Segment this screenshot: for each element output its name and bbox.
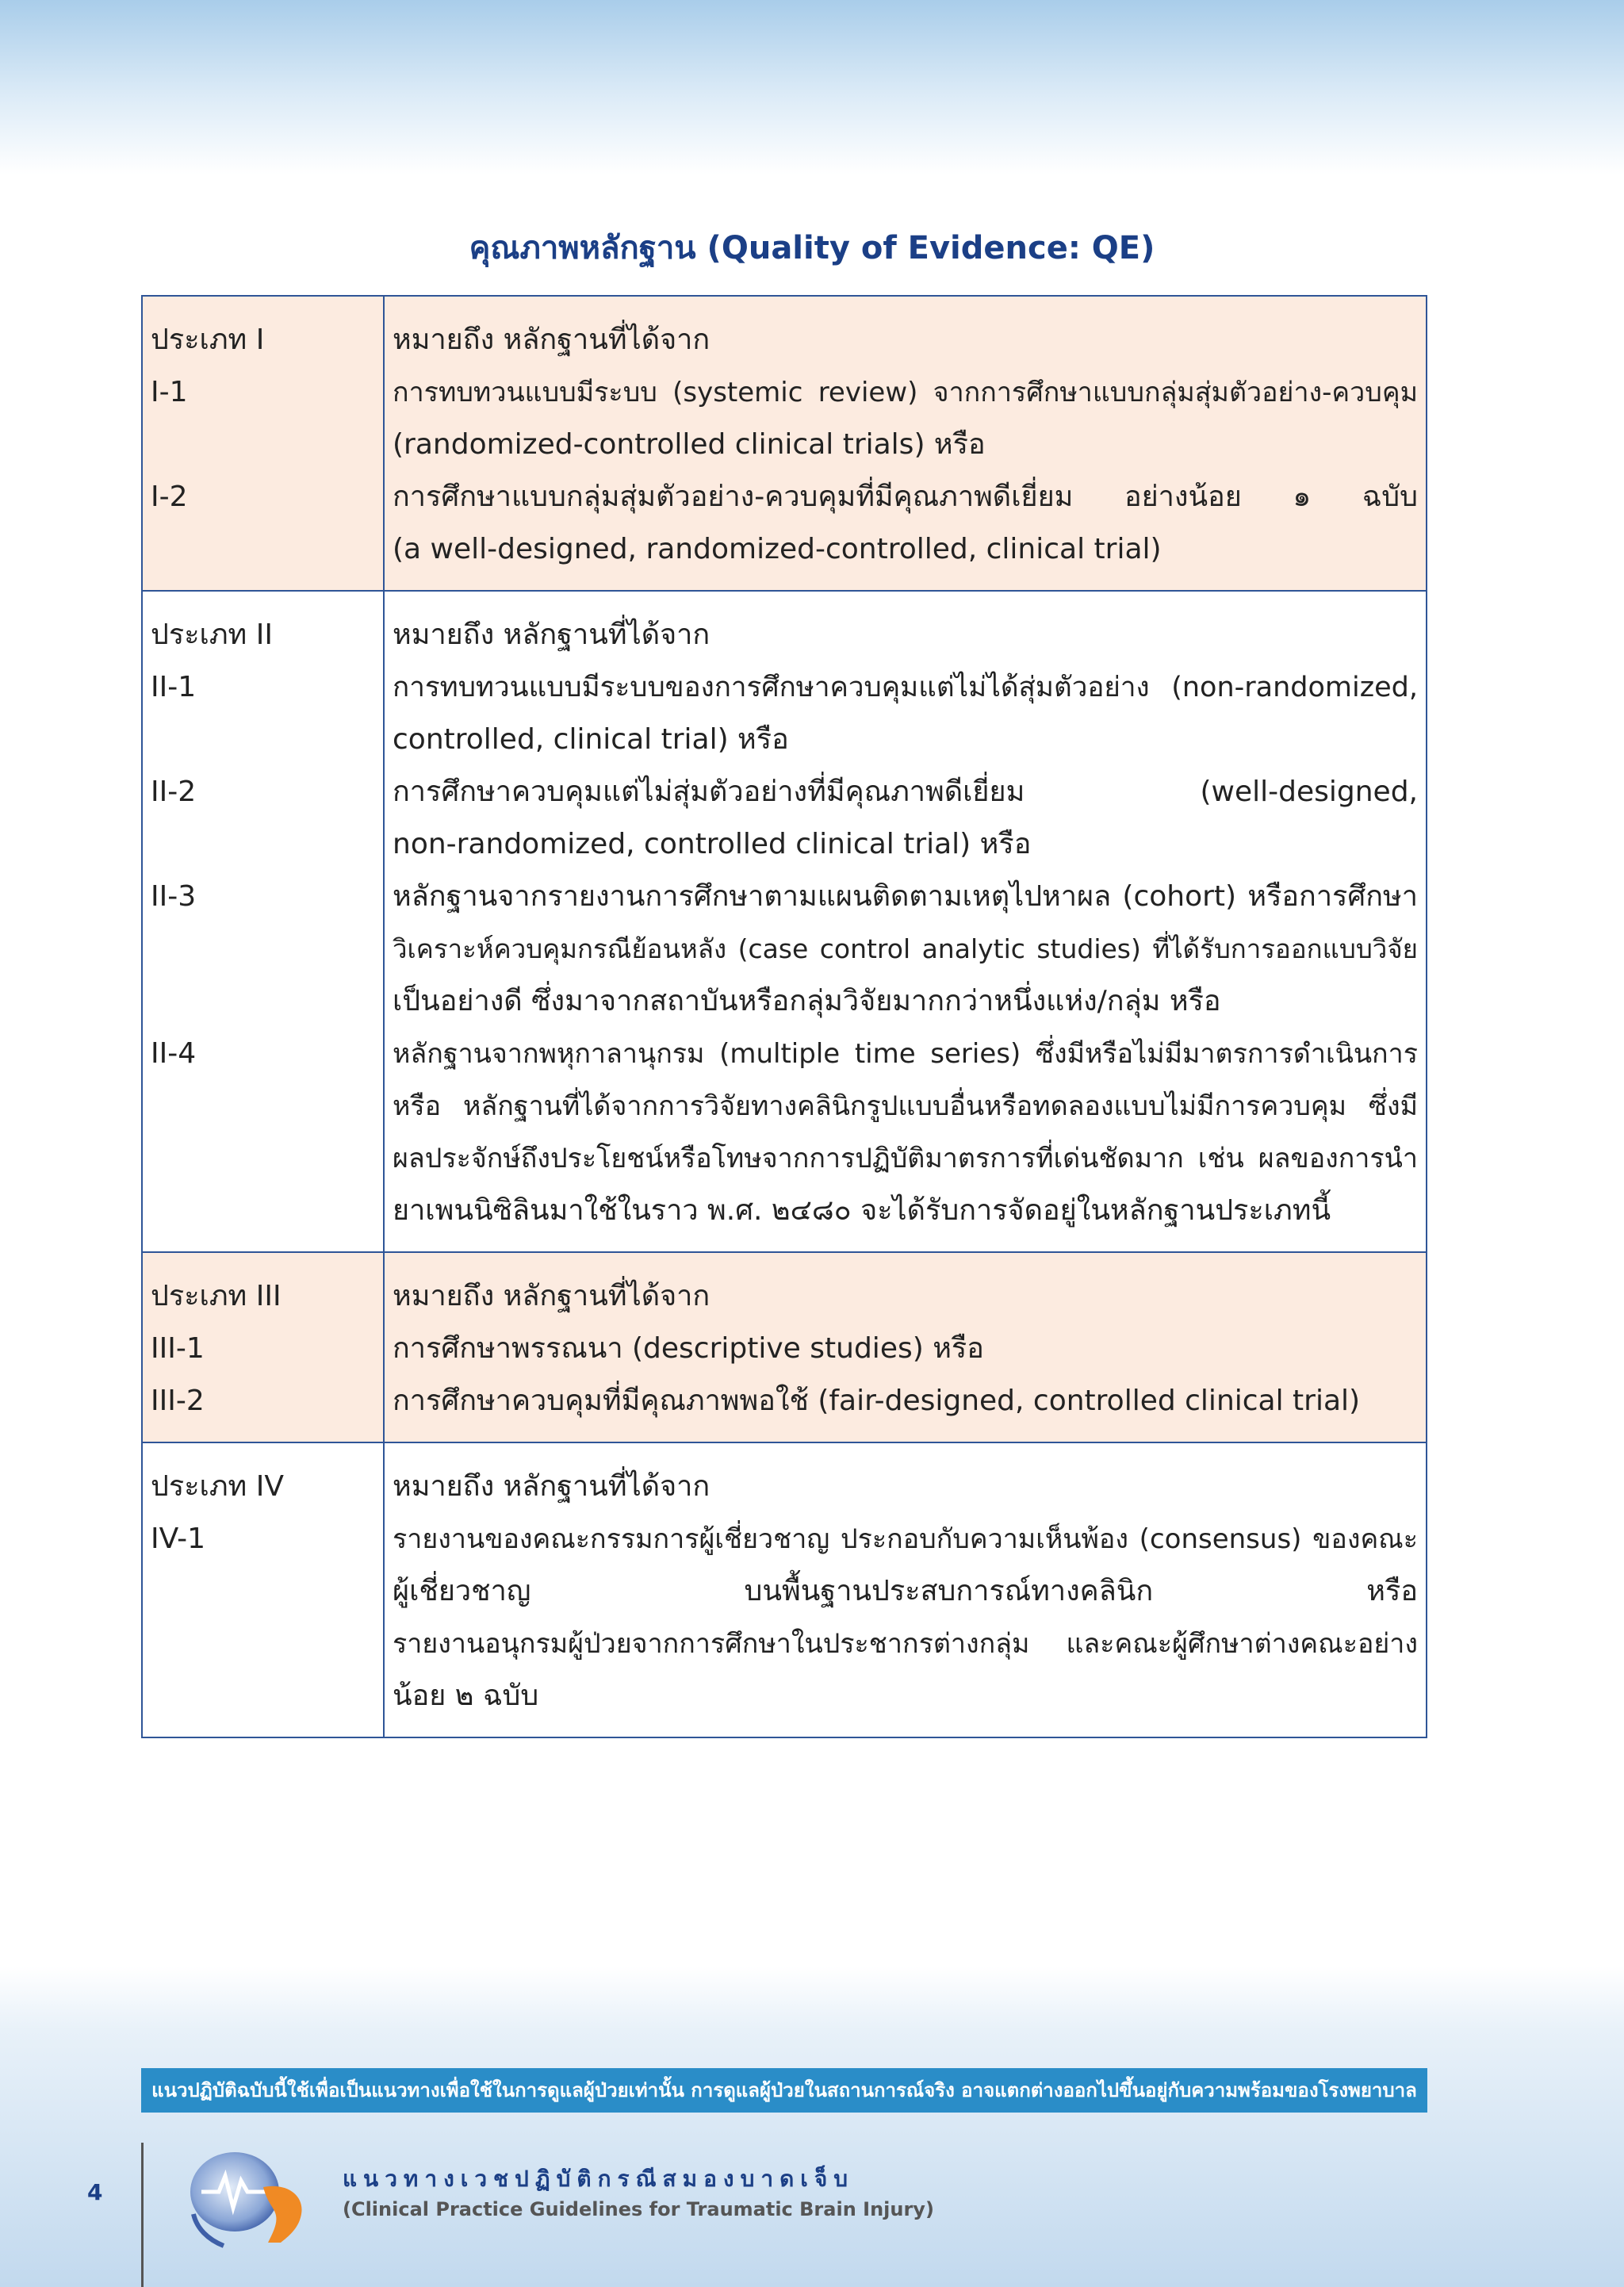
evidence-text-line: การศึกษาพรรณนา (descriptive studies) หรือ (393, 1332, 984, 1365)
evidence-level-cell (142, 296, 384, 591)
evidence-code: I-2 (151, 481, 188, 513)
evidence-code (151, 923, 375, 975)
evidence-text-line: controlled, clinical trial) หรือ (393, 723, 789, 756)
evidence-text-line: หลักฐานจากพหุกาลานุกรม (multiple time series) ซึ่งมีหรือไม่มีมาตรการดำเนินการ (393, 1038, 1418, 1070)
evidence-text-line: เป็นอย่างดี ซึ่งมาจากสถาบันหรือกลุ่มวิจัยมากกว่าหนึ่งแห่ง/กลุ่ม หรือ (393, 985, 1221, 1017)
evidence-table (141, 295, 1427, 1738)
evidence-description-cell (384, 591, 1427, 1252)
evidence-text-line: หมายถึง หลักฐานที่ได้จาก (393, 619, 710, 651)
evidence-level-cell (142, 1442, 384, 1737)
evidence-text-line: (randomized-controlled clinical trials) หรือ (393, 428, 986, 461)
evidence-code (151, 523, 375, 576)
evidence-description-cell (384, 1442, 1427, 1737)
evidence-row (142, 591, 1427, 1252)
evidence-text-line: น้อย ๒ ฉบับ (393, 1680, 539, 1712)
evidence-code: III-2 (151, 1385, 205, 1417)
evidence-code (151, 818, 375, 871)
evidence-row (142, 1442, 1427, 1737)
evidence-text-line: ผู้เชี่ยวชาญ บนพื้นฐานประสบการณ์ทางคลินิก หรือ (393, 1575, 1418, 1607)
evidence-level-cell (142, 591, 384, 1252)
brain-injury-logo-icon (170, 2141, 312, 2252)
evidence-text-line: หลักฐานจากรายงานการศึกษาตามแผนติดตามเหตุไปหาผล (cohort) หรือการศึกษา (393, 880, 1418, 913)
evidence-text-line: หมายถึง หลักฐานที่ได้จาก (393, 324, 710, 356)
evidence-code (151, 1670, 375, 1722)
evidence-description-cell (384, 1252, 1427, 1442)
guideline-subtitle: (Clinical Practice Guidelines for Traumatic Brain Injury) (343, 2198, 934, 2220)
evidence-text-line: หรือ หลักฐานที่ได้จากการวิจัยทางคลินิกรูปแบบอื่นหรือทดลองแบบไม่มีการควบคุม ซึ่งมี (393, 1090, 1418, 1122)
evidence-code: III-1 (151, 1332, 205, 1365)
evidence-description-cell (384, 296, 1427, 591)
evidence-row (142, 296, 1427, 591)
evidence-code: II-3 (151, 880, 197, 913)
evidence-code (151, 1080, 375, 1132)
evidence-code: II-1 (151, 671, 197, 703)
evidence-code: IV-1 (151, 1523, 206, 1555)
evidence-code (151, 1565, 375, 1618)
evidence-code (151, 1185, 375, 1237)
evidence-code (151, 1132, 375, 1185)
evidence-text-line: หมายถึง หลักฐานที่ได้จาก (393, 1280, 710, 1312)
evidence-text-line: (a well-designed, randomized-controlled, clinical trial) (393, 533, 1162, 565)
evidence-text-line: non-randomized, controlled clinical trial) หรือ (393, 828, 1032, 860)
evidence-category-label: ประเภท IV (151, 1470, 284, 1503)
guideline-title: แนวทางเวชปฏิบัติกรณีสมองบาดเจ็บ (343, 2166, 855, 2192)
evidence-text-line: ยาเพนนิซิลินมาใช้ในราว พ.ศ. ๒๔๘๐ จะได้รับการจัดอยู่ในหลักฐานประเภทนี้ (393, 1194, 1331, 1227)
evidence-category-label: ประเภท III (151, 1280, 282, 1312)
evidence-text-line: รายงานอนุกรมผู้ป่วยจากการศึกษาในประชากรต่างกลุ่ม และคณะผู้ศึกษาต่างคณะอย่าง (393, 1628, 1418, 1660)
evidence-level-cell (142, 1252, 384, 1442)
evidence-row (142, 1252, 1427, 1442)
evidence-text-line: การศึกษาแบบกลุ่มสุ่มตัวอย่าง-ควบคุมที่มีคุณภาพดีเยี่ยม อย่างน้อย ๑ ฉบับ (393, 481, 1418, 513)
evidence-code (151, 1618, 375, 1670)
evidence-category-label: ประเภท II (151, 619, 273, 651)
disclaimer-banner: แนวปฏิบัติฉบับนี้ใช้เพื่อเป็นแนวทางเพื่อใช้ในการดูแลผู้ป่วยเท่านั้น การดูแลผู้ป่วยในสถานการณ์จริง อาจแตกต่างออกไปขึ้นอยู่กับความพร้อมของโรงพยาบาล (141, 2068, 1427, 2113)
evidence-code (151, 714, 375, 766)
evidence-category-label: ประเภท I (151, 324, 265, 356)
footer-divider (141, 2143, 144, 2287)
evidence-code (151, 419, 375, 471)
evidence-text-line: รายงานของคณะกรรมการผู้เชี่ยวชาญ ประกอบกับความเห็นพ้อง (consensus) ของคณะ (393, 1523, 1418, 1555)
evidence-code (151, 975, 375, 1028)
evidence-text-line: การศึกษาควบคุมที่มีคุณภาพพอใช้ (fair-designed, controlled clinical trial) (393, 1385, 1361, 1417)
evidence-text-line: การศึกษาควบคุมแต่ไม่สุ่มตัวอย่างที่มีคุณภาพดีเยี่ยม (well-designed, (393, 776, 1418, 808)
evidence-text-line: หมายถึง หลักฐานที่ได้จาก (393, 1470, 710, 1503)
evidence-code: I-1 (151, 376, 188, 408)
evidence-text-line: การทบทวนแบบมีระบบของการศึกษาควบคุมแต่ไม่ได้สุ่มตัวอย่าง (non-randomized, (393, 672, 1418, 703)
page-number: 4 (87, 2179, 103, 2205)
evidence-text-line: ผลประจักษ์ถึงประโยชน์หรือโทษจากการปฏิบัติมาตรการที่เด่นชัดมาก เช่น ผลของการนำ (393, 1143, 1418, 1174)
evidence-code: II-2 (151, 776, 197, 808)
evidence-text-line: วิเคราะห์ควบคุมกรณีย้อนหลัง (case control analytic studies) ที่ได้รับการออกแบบวิจัย (393, 933, 1418, 964)
page-title: คุณภาพหลักฐาน (Quality of Evidence: QE) (469, 230, 1155, 266)
evidence-text-line: การทบทวนแบบมีระบบ (systemic review) จากการศึกษาแบบกลุ่มสุ่มตัวอย่าง-ควบคุม (393, 377, 1418, 408)
evidence-code: II-4 (151, 1037, 197, 1070)
